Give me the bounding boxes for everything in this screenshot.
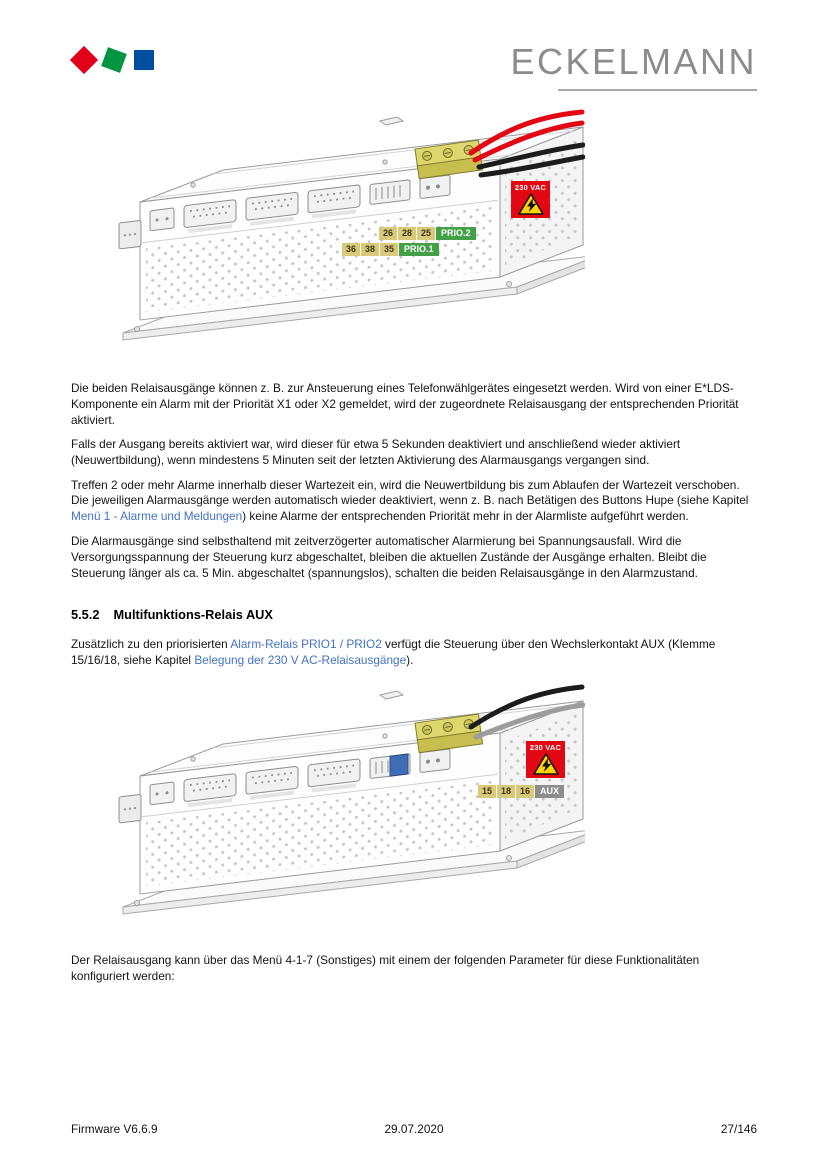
paragraph-relay-usage: Die beiden Relaisausgänge können z. B. zur Ansteuerung eines Telefonwählgerätes eingesetzt werden. Wird von einer E*LDS-Komponente ein Alarm mit der Priorität X1 oder X2 gemeldet, wird der zugeordnete Relaisausgang der entsprechenden Priorität aktiviert. [71,381,739,427]
vac-label: 230 VAC [529,743,562,753]
footer-page-number: 27/146 [720,1122,758,1136]
paragraph-neuwertbildung: Falls der Ausgang bereits aktiviert war, wird dieser für etwa 5 Sekunden deaktiviert und anschließend wieder aktiviert (Neuwertbildung), wenn mindestens 5 Minuten seit der letzten Aktivierung des Alarmausgangs vergangen sind. [71,437,681,468]
controller-housing [119,117,585,340]
paragraph-menu417: Der Relaisausgang kann über das Menü 4-1-7 (Sonstiges) mit einem der folgenden Parameter für diese Funktionalitäten konfiguriert werden: [71,953,700,984]
link-belegung-relaisausgaenge[interactable]: Belegung der 230 V AC-Relaisausgänge [194,653,407,668]
brand-wordmark: ECKELMANN [510,41,757,82]
document-body [0,107,827,985]
prio1-tag: PRIO.1 [399,243,439,256]
logo-red-diamond-icon [70,46,98,74]
vac-label: 230 VAC [514,183,547,192]
terminal-number: 38 [361,243,379,256]
terminal-number: 15 [478,785,496,798]
aux-terminal-label [478,785,564,798]
terminal-number: 28 [398,227,416,240]
controller-illustration-aux [85,681,585,949]
prio2-terminal-label [379,227,476,240]
terminal-number: 18 [497,785,515,798]
prio2-tag: PRIO.2 [436,227,476,240]
section-title: Multifunktions-Relais AUX [113,607,273,623]
footer-firmware: Firmware V6.6.9 [71,1122,158,1136]
warning-230vac-badge [526,741,565,778]
terminal-number: 16 [516,785,534,798]
terminal-number: 25 [417,227,435,240]
paragraph-aux-pre: Zusätzlich zu den priorisierten [71,637,231,652]
aux-tag: AUX [535,785,564,798]
figure-aux-relay [85,681,585,949]
paragraph-selbsthaltend: Die Alarmausgänge sind selbsthaltend mit zeitverzögerter automatischer Alarmierung bei Spannungsausfall. Wird die Versorgungsspannung der Steuerung kurz abgeschaltet, bleiben die aktuellen Zustände der Ausgänge erhalten. Bleibt die Steuerung länger als ca. 5 Min. abgeschaltet (spannungslos), schalten die beiden Relaisausgänge in den Alarmzustand. [71,533,707,580]
paragraph-wartezeit [71,478,757,526]
terminal-number: 36 [342,243,360,256]
paragraph-wartezeit-pre: Treffen 2 oder mehr Alarme innerhalb dieser Wartezeit ein, wird die Neuwertbildung bis zum Ablaufen der Wartezeit verschoben. Die jeweiligen Alarmausgänge werden automatisch wieder deaktiviert, wenn z. B. nach Betätigen des Buttons Hupe (siehe Kapitel [71,477,749,508]
paragraph-aux-mid: verfügt die Steuerung über den Wechslerkontakt AUX (Klemme 15/16/18, siehe Kapitel [71,637,716,668]
logo-blue-square-icon [134,50,154,70]
footer-date: 29.07.2020 [384,1122,444,1136]
page-header [0,0,827,91]
paragraph-aux-intro [71,637,757,669]
paragraph-wartezeit-post: ) keine Alarme der entsprechenden Priorität mehr in der Alarmliste aufgeführt werden. [242,509,689,524]
terminal-number: 26 [379,227,397,240]
warning-triangle-icon [518,193,544,215]
section-number: 5.5.2 [71,607,100,623]
controller-illustration-prio [85,107,585,375]
eckelmann-logo [74,42,154,78]
figure-prio-relays [85,107,585,375]
page-footer [71,1122,757,1136]
brand-block [510,42,757,91]
prio1-terminal-label [342,243,439,256]
warning-triangle-icon [533,753,559,775]
paragraph-aux-post: ). [406,653,414,668]
warning-230vac-badge [511,181,550,218]
link-alarm-relais-prio[interactable]: Alarm-Relais PRIO1 / PRIO2 [230,637,382,652]
terminal-number: 35 [380,243,398,256]
blue-module [390,754,408,776]
brand-rule [558,89,757,91]
logo-green-diamond-icon [101,47,127,73]
section-heading [71,607,757,622]
link-menu1-alarme[interactable]: Menü 1 - Alarme und Meldungen [71,509,243,524]
